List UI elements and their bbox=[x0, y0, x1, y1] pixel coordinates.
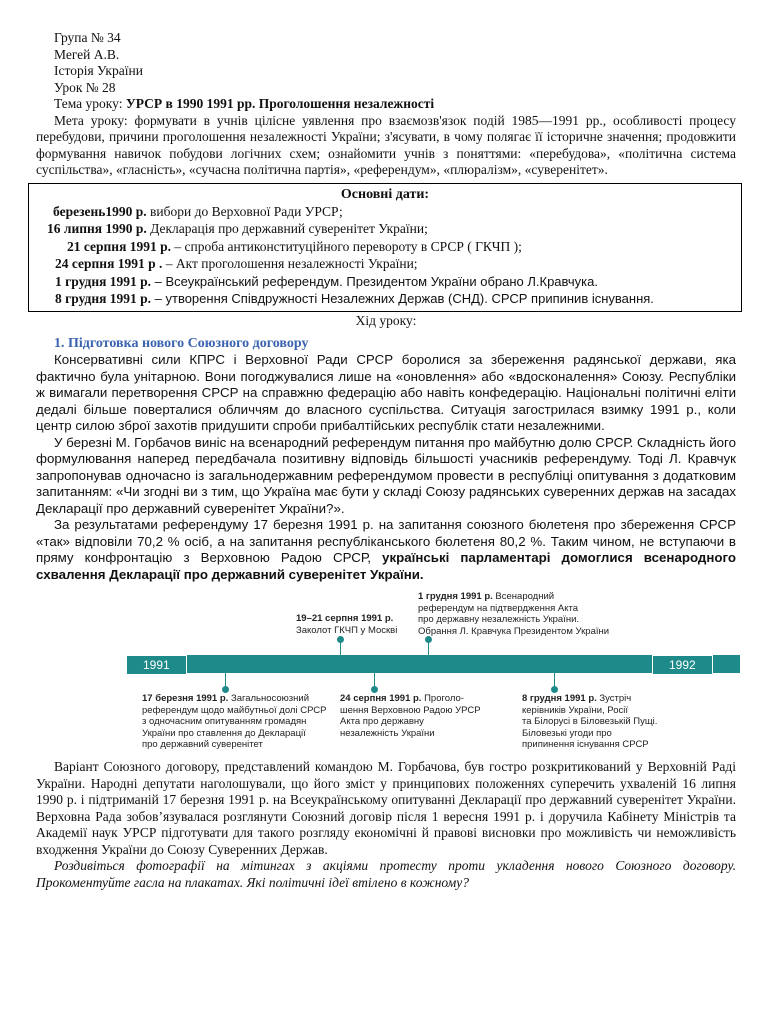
timeline-marker bbox=[337, 636, 344, 643]
timeline-bar bbox=[126, 655, 740, 673]
key-dates-title: Основні дати: bbox=[340, 186, 430, 202]
timeline-year-start: 1991 bbox=[126, 655, 187, 675]
timeline-figure bbox=[126, 591, 766, 755]
lesson-number: Урок № 28 bbox=[54, 79, 116, 95]
subject-line: Історія України bbox=[54, 63, 143, 78]
group-line: Група № 34 bbox=[54, 30, 121, 45]
timeline-marker bbox=[222, 686, 229, 693]
paragraph-2: У березні М. Горбачов виніс на всенародний референдум питання про майбутню долю СРСР. Складність його формулювання наперед передбачала позитивну відповідь більшості учасників референдуму. Тоді Л. Кравчук запропонував одночасно із загальнодержавним референдумом провести в республіці опитування з додатковим запитанням: «Чи згодні ви з тим, що Україна має бути у складі Союзу радянських суверенних держав на засадах Декларації про державний суверенітет України?». bbox=[36, 434, 736, 516]
timeline-event: 24 серпня 1991 р. Проголо- шення Верховною Радою УРСР Акта про державну незалежність України bbox=[340, 693, 481, 739]
key-dates-box bbox=[28, 183, 742, 312]
paragraph-3: За результатами референдуму 17 березня 1991 р. на запитання союзного бюлетеня про збереження СРСР «так» відповіли 70,2 % осіб, а на запитання республіканського бюлетеня 80,2 %. Таким чином, не вступаючи в пряму конфронтацію з Верховною Радою СРСР, українські парламентарі домоглися всенародного схвалення Декларації про державний суверенітет України. bbox=[36, 517, 737, 582]
section-title: 1. Підготовка нового Союзного договору bbox=[54, 336, 309, 351]
paragraph-4: Варіант Союзного договору, представлений командою М. Горбачова, був гостро розкритикований у Верховній Раді України. Народні депутати наголошували, що його зміст у принципових положеннях суперечить ухваленій 16 липня 1990 р. і підтриманій 17 березня 1991 р. на Всеукраїнському опитуванні Декларації про державний суверенітет України. Верховна Рада зобов’язувалася розглянути Союзний договір після 1 вересня 1991 р. і доручила Кабінету Міністрів та Академії наук УРСР підготувати для такого розгляду економічні й правові висновки про можливість чи неможливість входження України до Союзу Суверенних Держав. bbox=[36, 759, 736, 857]
timeline-event: 1 грудня 1991 р. Всенародний референдум на підтвердження Акта про державну незалежність України. Обрання Л. Кравчука Президентом України bbox=[418, 591, 610, 637]
paragraph-1: Консервативні сили КПРС і Верховної Ради СРСР боролися за збереження радянської держави, яка фактично була унітарною. Вони погоджувалися лише на «оновлення» або «вдосконалення» Союзу. Республіки ж вимагали перетворення СРСР на справжню федерацію або навіть конфедерацію. Національні політичні еліти дедалі більше поверталися обличчям до власного суспільства. Ситуація загострилася взимку 1991 р., коли центр силою зброї захотів придушити спроби прибалтійських республік стати незалежними. bbox=[36, 352, 736, 433]
timeline-marker bbox=[551, 686, 558, 693]
timeline-year-end: 1992 bbox=[652, 655, 713, 675]
key-date-row: березень1990 р. вибори до Верховної Ради УРСР; bbox=[53, 203, 343, 219]
timeline-marker bbox=[425, 636, 432, 643]
topic-label: Тема уроку: bbox=[54, 96, 126, 111]
lesson-goal: Мета уроку: формувати в учнів цілісне уявлення про взаємозв'язок подій 1985—1991 рр., особливості процесу перебудови, причини проголошення незалежності України; з'ясувати, в чому полягає її історичне значення; продовжити формування навичок побудови логічних схем; ознайомити учнів з поняттями: «перебудова», «політична система суспільства», «гласність», «сучасна політична партія», «референдум», «плюралізм», «суверенітет». bbox=[36, 112, 736, 177]
topic-text: УРСР в 1990 1991 рр. Проголошення незалежності bbox=[125, 96, 435, 111]
key-date-row: 21 серпня 1991 р. – спроба антиконституційного перевороту в СРСР ( ГКЧП ); bbox=[67, 238, 522, 254]
timeline-event: 19–21 серпня 1991 р. Заколот ГКЧП у Москві bbox=[296, 613, 398, 636]
task-paragraph: Роздивіться фотографії на мітингах з акціями протесту проти укладення нового Союзного договору. Прокоментуйте гасла на плакатах. Які політичні ідеї втілено в кожному? bbox=[36, 858, 736, 890]
author-line: Мегей А.В. bbox=[54, 46, 120, 62]
lesson-flow-heading: Хід уроку: bbox=[355, 312, 417, 328]
lesson-topic bbox=[36, 96, 736, 113]
key-date-row: 24 серпня 1991 р . – Акт проголошення незалежності України; bbox=[55, 256, 418, 271]
timeline-event: 17 березня 1991 р. Загальносоюзний референдум щодо майбутньої долі СРСР з одночасним опитуванням громадян України про ставлення до Декларації про державний суверенітет bbox=[142, 693, 327, 750]
key-date-row: 16 липня 1990 р. Декларація про державний суверенітет України; bbox=[47, 221, 428, 236]
timeline-marker bbox=[371, 686, 378, 693]
key-date-row: 8 грудня 1991 р. – утворення Співдружності Незалежних Держав (СНД). СРСР припинив існування. bbox=[55, 291, 654, 306]
timeline-event: 8 грудня 1991 р. Зустріч керівників України, Росії та Білорусі в Біловезькій Пущі. Біловезькі угоди про припинення існування СРСР bbox=[522, 693, 658, 750]
key-date-row: 1 грудня 1991 р. – Всеукраїнський референдум. Президентом України обрано Л.Кравчука. bbox=[55, 273, 598, 289]
document-page bbox=[36, 30, 736, 891]
